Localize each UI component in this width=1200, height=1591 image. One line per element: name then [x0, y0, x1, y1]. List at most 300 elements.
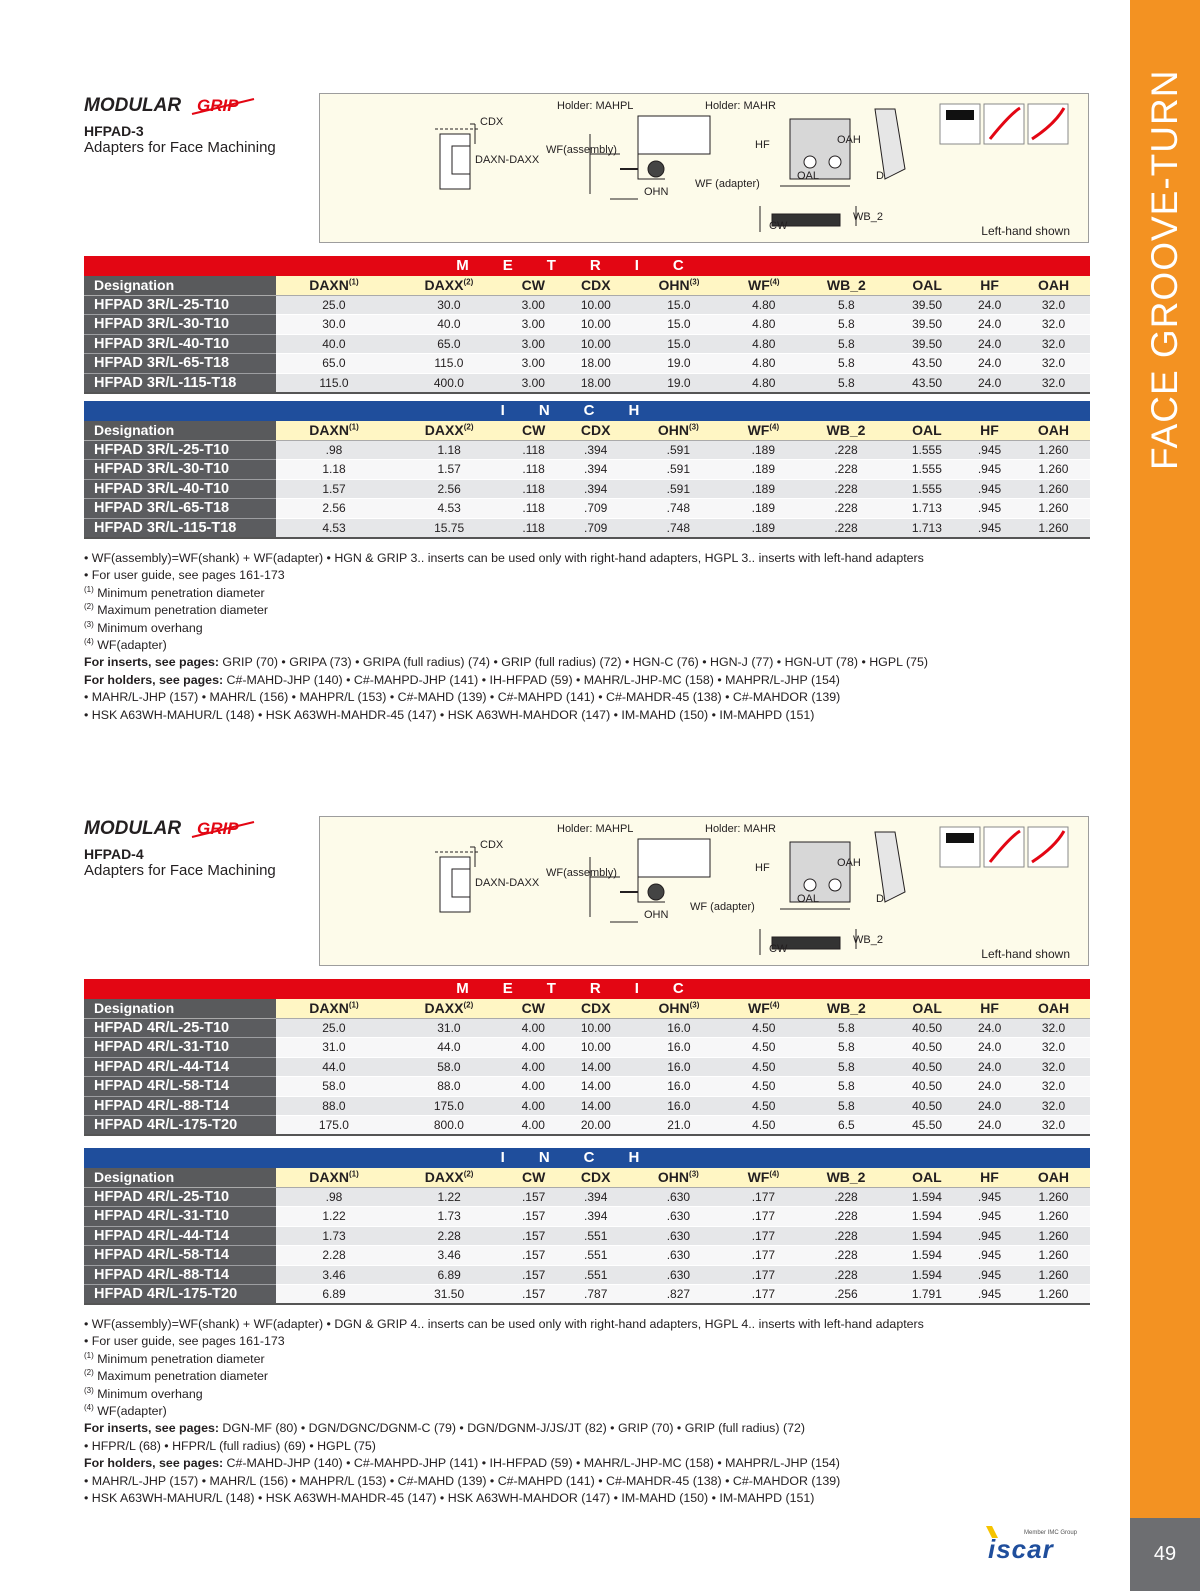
row-value: 4.00 [506, 1038, 561, 1058]
row-value: 4.50 [727, 1057, 801, 1077]
label-cdx: CDX [480, 116, 504, 128]
col-wb2: WB_2 [800, 421, 891, 441]
table-row [84, 295, 1090, 315]
label-oah: OAH [837, 134, 861, 146]
row-value: 1.555 [892, 460, 962, 480]
col-daxx: DAXX$^{(2)}$ [392, 276, 506, 296]
row-value: 21.0 [631, 1116, 727, 1136]
row-value: .945 [962, 499, 1017, 519]
row-value: .177 [726, 1265, 800, 1285]
product-subtitle: Adapters for Face Machining [84, 139, 276, 156]
row-value: 24.0 [962, 1116, 1017, 1136]
table-row [84, 1018, 1090, 1038]
label-wb2: WB_2 [853, 934, 883, 946]
inch-band: INCH [84, 401, 1090, 421]
row-value: 5.8 [801, 1038, 892, 1058]
row-value: 24.0 [962, 373, 1017, 393]
col-ohn: OHN$^{(3)}$ [631, 276, 727, 296]
row-value: 5.8 [801, 354, 892, 374]
modular-grip-logo [84, 816, 264, 840]
row-value: .228 [800, 460, 891, 480]
label-holder-mahpl: Holder: MAHPL [557, 823, 634, 835]
row-value: .177 [726, 1285, 800, 1305]
label-holder-mahr: Holder: MAHR [705, 823, 776, 835]
col-daxx: DAXX$^{(2)}$ [392, 1168, 506, 1188]
note-line: • For user guide, see pages 161-173 [84, 568, 285, 583]
row-value: 10.00 [561, 334, 631, 354]
col-cdx: CDX [561, 999, 631, 1019]
section-hfpad-3 [84, 93, 1090, 733]
row-value: 10.00 [561, 295, 631, 315]
row-value: .945 [962, 518, 1017, 538]
row-designation: HFPAD 3R/L-30-T10 [84, 315, 276, 335]
row-value: .709 [561, 518, 630, 538]
row-value: 32.0 [1017, 334, 1090, 354]
row-value: 16.0 [631, 1077, 727, 1097]
row-value: 1.260 [1017, 440, 1090, 460]
table-row [84, 460, 1090, 480]
row-value: 16.0 [631, 1057, 727, 1077]
row-value: .98 [276, 440, 392, 460]
row-value: 2.56 [276, 499, 392, 519]
table-row [84, 1187, 1090, 1207]
brand-small: Member IMC Group [1024, 1530, 1078, 1536]
metric-table [84, 256, 1090, 394]
table-row [84, 354, 1090, 374]
row-value: 16.0 [631, 1038, 727, 1058]
row-designation: HFPAD 4R/L-31-T10 [84, 1207, 276, 1227]
row-value: .394 [561, 479, 630, 499]
row-value: 1.22 [276, 1207, 392, 1227]
note-line: • For user guide, see pages 161-173 [84, 1334, 285, 1349]
row-designation: HFPAD 4R/L-25-T10 [84, 1018, 276, 1038]
row-value: 32.0 [1017, 1096, 1090, 1116]
row-value: 1.57 [392, 460, 506, 480]
footnote-4: $^{(4)}$ WF(adapter) [84, 636, 167, 653]
row-value: .630 [630, 1246, 726, 1266]
row-designation: HFPAD 3R/L-115-T18 [84, 518, 276, 538]
row-value: .118 [506, 440, 561, 460]
label-wf-adapter: WF (adapter) [690, 901, 755, 913]
col-cw: CW [506, 999, 561, 1019]
row-value: 1.594 [892, 1226, 962, 1246]
col-wf: WF$^{(4)}$ [727, 999, 801, 1019]
label-cdx: CDX [480, 839, 504, 851]
row-value: 14.00 [561, 1057, 631, 1077]
row-value: .118 [506, 518, 561, 538]
row-value: 39.50 [892, 295, 962, 315]
row-value: 25.0 [276, 295, 392, 315]
row-value: 88.0 [276, 1096, 392, 1116]
row-value: 1.260 [1017, 460, 1090, 480]
row-designation: HFPAD 4R/L-175-T20 [84, 1116, 276, 1136]
row-value: .157 [506, 1265, 561, 1285]
row-value: .228 [800, 479, 891, 499]
row-designation: HFPAD 3R/L-30-T10 [84, 460, 276, 480]
row-value: .551 [561, 1265, 630, 1285]
row-value: .228 [800, 518, 891, 538]
col-designation: Designation [84, 1168, 276, 1188]
table-row [84, 1057, 1090, 1077]
row-value: .177 [726, 1207, 800, 1227]
col-hf: HF [962, 1168, 1017, 1188]
col-cdx: CDX [561, 421, 630, 441]
row-value: 4.00 [506, 1116, 561, 1136]
col-cdx: CDX [561, 276, 631, 296]
row-value: 15.0 [631, 315, 727, 335]
table-row [84, 440, 1090, 460]
col-daxx: DAXX$^{(2)}$ [392, 999, 506, 1019]
col-hf: HF [962, 421, 1017, 441]
label-holder-mahr: Holder: MAHR [705, 100, 776, 112]
row-value: 19.0 [631, 373, 727, 393]
label-wf-assembly: WF(assembly) [546, 867, 617, 879]
footnote-3: $^{(3)}$ Minimum overhang [84, 1385, 203, 1401]
row-value: .787 [561, 1285, 630, 1305]
footnote-2: $^{(2)}$ Maximum penetration diameter [84, 602, 269, 618]
row-value: 58.0 [276, 1077, 392, 1097]
row-value: 400.0 [392, 373, 506, 393]
row-value: 10.00 [561, 1038, 631, 1058]
col-cdx: CDX [561, 1168, 630, 1188]
row-value: 1.22 [392, 1187, 506, 1207]
row-value: 800.0 [392, 1116, 506, 1136]
row-value: .189 [726, 518, 800, 538]
row-value: .118 [506, 499, 561, 519]
row-value: 40.50 [892, 1038, 962, 1058]
col-hf: HF [962, 999, 1017, 1019]
row-value: 43.50 [892, 373, 962, 393]
metric-band: METRIC [84, 256, 1090, 276]
row-value: 40.50 [892, 1077, 962, 1097]
row-value: 4.00 [506, 1057, 561, 1077]
side-title: FACE GROOVE-TURN [1144, 69, 1185, 470]
row-value: 1.18 [392, 440, 506, 460]
label-d: D [876, 170, 884, 182]
holders-pages-2: • MAHR/L-JHP (157) • MAHR/L (156) • MAHPR/L (153) • C#-MAHD (139) • C#-MAHPD (141) • C#-MAHDR-45 (138) • C#-MAHDOR (139) [84, 690, 841, 705]
col-designation: Designation [84, 999, 276, 1019]
row-designation: HFPAD 3R/L-40-T10 [84, 479, 276, 499]
row-value: 32.0 [1017, 1038, 1090, 1058]
row-value: 32.0 [1017, 1116, 1090, 1136]
row-value: 1.260 [1017, 1246, 1090, 1266]
col-daxx: DAXX$^{(2)}$ [392, 421, 506, 441]
note-line: • WF(assembly)=WF(shank) + WF(adapter) • HGN & GRIP 3.. inserts can be used only with right-hand adapters, HGPL 3.. inserts with left-hand adapters [84, 551, 924, 565]
row-value: .630 [630, 1207, 726, 1227]
table-header [84, 421, 1090, 441]
holders-pages: For holders, see pages: C#-MAHD-JHP (140) • C#-MAHPD-JHP (141) • IH-HFPAD (59) • MAHR/L-JHP-MC (158) • MAHPR/L-JHP (154) [84, 1456, 840, 1471]
page-number: 49 [1130, 1518, 1200, 1591]
row-designation: HFPAD 3R/L-40-T10 [84, 334, 276, 354]
row-value: .630 [630, 1187, 726, 1207]
brand-name: iscar [988, 1534, 1054, 1564]
col-oah: OAH [1017, 276, 1090, 296]
logo-modular: MODULAR [84, 818, 182, 839]
row-value: 5.8 [801, 1096, 892, 1116]
table-row [84, 1265, 1090, 1285]
row-value: 43.50 [892, 354, 962, 374]
label-daxn-daxx: DAXN-DAXX [475, 877, 540, 889]
row-value: 15.75 [392, 518, 506, 538]
row-value: 65.0 [276, 354, 392, 374]
row-value: .228 [800, 499, 891, 519]
inch-table [84, 1148, 1090, 1305]
row-designation: HFPAD 3R/L-65-T18 [84, 499, 276, 519]
row-value: 40.0 [392, 315, 506, 335]
row-value: 30.0 [392, 295, 506, 315]
logo-modular: MODULAR [84, 95, 182, 116]
row-value: .827 [630, 1285, 726, 1305]
row-value: 32.0 [1017, 315, 1090, 335]
col-oal: OAL [892, 276, 962, 296]
label-hf: HF [755, 139, 770, 151]
row-value: 40.50 [892, 1096, 962, 1116]
col-wb2: WB_2 [800, 1168, 891, 1188]
footnote-1: $^{(1)}$ Minimum penetration diameter [84, 1350, 265, 1366]
col-wb2: WB_2 [801, 276, 892, 296]
logo-grip: GRIP [197, 819, 239, 838]
row-value: 3.46 [276, 1265, 392, 1285]
row-designation: HFPAD 4R/L-175-T20 [84, 1285, 276, 1305]
row-value: 4.53 [392, 499, 506, 519]
row-value: .591 [630, 460, 726, 480]
row-value: 1.260 [1017, 1226, 1090, 1246]
row-value: .189 [726, 460, 800, 480]
row-value: 10.00 [561, 315, 631, 335]
label-oal: OAL [797, 170, 820, 182]
row-value: .118 [506, 460, 561, 480]
col-wf: WF$^{(4)}$ [727, 276, 801, 296]
row-value: 24.0 [962, 1057, 1017, 1077]
row-value: 1.260 [1017, 518, 1090, 538]
logo-grip: GRIP [197, 96, 239, 115]
col-daxn: DAXN$^{(1)}$ [276, 1168, 392, 1188]
metric-table [84, 979, 1090, 1136]
row-value: 5.8 [801, 373, 892, 393]
row-value: 6.89 [392, 1265, 506, 1285]
row-value: 5.8 [801, 315, 892, 335]
row-value: .228 [800, 440, 891, 460]
row-value: 1.555 [892, 440, 962, 460]
row-value: .945 [962, 1187, 1017, 1207]
col-cw: CW [506, 276, 561, 296]
footnote-3: $^{(3)}$ Minimum overhang [84, 619, 203, 635]
row-designation: HFPAD 4R/L-25-T10 [84, 1187, 276, 1207]
row-value: 18.00 [561, 354, 631, 374]
row-value: 10.00 [561, 1018, 631, 1038]
row-value: 1.73 [392, 1207, 506, 1227]
row-value: 32.0 [1017, 354, 1090, 374]
inch-table [84, 401, 1090, 539]
iscar-logo [984, 1524, 1094, 1564]
row-value: .228 [800, 1226, 891, 1246]
row-designation: HFPAD 4R/L-58-T14 [84, 1246, 276, 1266]
label-oah: OAH [837, 857, 861, 869]
row-value: 3.00 [506, 334, 561, 354]
row-value: 1.260 [1017, 1285, 1090, 1305]
row-value: .228 [800, 1265, 891, 1285]
row-value: .630 [630, 1226, 726, 1246]
row-value: .189 [726, 479, 800, 499]
row-value: 2.28 [392, 1226, 506, 1246]
row-value: 4.00 [506, 1096, 561, 1116]
row-value: .157 [506, 1246, 561, 1266]
row-value: 4.80 [727, 334, 801, 354]
table-row [84, 315, 1090, 335]
row-value: .709 [561, 499, 630, 519]
col-daxn: DAXN$^{(1)}$ [276, 999, 392, 1019]
col-ohn: OHN$^{(3)}$ [631, 999, 727, 1019]
row-designation: HFPAD 3R/L-25-T10 [84, 440, 276, 460]
row-value: 3.46 [392, 1246, 506, 1266]
holders-pages: For holders, see pages: C#-MAHD-JHP (140) • C#-MAHPD-JHP (141) • IH-HFPAD (59) • MAHR/L-JHP-MC (158) • MAHPR/L-JHP (154) [84, 672, 840, 687]
row-value: 39.50 [892, 315, 962, 335]
row-value: .945 [962, 440, 1017, 460]
row-value: 5.8 [801, 295, 892, 315]
row-value: 30.0 [276, 315, 392, 335]
modular-grip-logo [84, 93, 264, 117]
row-value: .945 [962, 1226, 1017, 1246]
row-value: 1.260 [1017, 1265, 1090, 1285]
row-value: 3.00 [506, 295, 561, 315]
row-value: 40.50 [892, 1018, 962, 1038]
row-value: 44.0 [392, 1038, 506, 1058]
row-value: 31.0 [276, 1038, 392, 1058]
table-row [84, 1077, 1090, 1097]
col-ohn: OHN$^{(3)}$ [630, 1168, 726, 1188]
label-daxn-daxx: DAXN-DAXX [475, 154, 540, 166]
row-value: .945 [962, 1207, 1017, 1227]
row-value: .591 [630, 479, 726, 499]
table-row [84, 499, 1090, 519]
row-value: 25.0 [276, 1018, 392, 1038]
note-line: • WF(assembly)=WF(shank) + WF(adapter) • DGN & GRIP 4.. inserts can be used only with right-hand adapters, HGPL 4.. inserts with left-hand adapters [84, 1317, 924, 1331]
row-value: 32.0 [1017, 1057, 1090, 1077]
row-value: .157 [506, 1207, 561, 1227]
product-title: HFPAD-4 [84, 846, 144, 862]
col-designation: Designation [84, 421, 276, 441]
row-value: 15.0 [631, 295, 727, 315]
row-value: .394 [561, 1187, 630, 1207]
holders-pages-3: • HSK A63WH-MAHUR/L (148) • HSK A63WH-MAHDR-45 (147) • HSK A63WH-MAHDOR (147) • IM-MAHD (150) • IM-MAHPD (151) [84, 707, 815, 722]
table-row [84, 1096, 1090, 1116]
row-value: 4.00 [506, 1077, 561, 1097]
row-value: 2.56 [392, 479, 506, 499]
table-row [84, 373, 1090, 393]
col-wb2: WB_2 [801, 999, 892, 1019]
label-wb2: WB_2 [853, 211, 883, 223]
row-value: 18.00 [561, 373, 631, 393]
row-value: 14.00 [561, 1077, 631, 1097]
row-value: 15.0 [631, 334, 727, 354]
row-value: 16.0 [631, 1096, 727, 1116]
table-header [84, 276, 1090, 296]
col-ohn: OHN$^{(3)}$ [630, 421, 726, 441]
inch-band: INCH [84, 1148, 1090, 1168]
label-hf: HF [755, 862, 770, 874]
product-title: HFPAD-3 [84, 123, 144, 139]
row-value: .945 [962, 479, 1017, 499]
holders-pages-2: • MAHR/L-JHP (157) • MAHR/L (156) • MAHPR/L (153) • C#-MAHD (139) • C#-MAHPD (141) • C#-MAHDR-45 (138) • C#-MAHDOR (139) [84, 1473, 841, 1488]
row-value: 24.0 [962, 315, 1017, 335]
row-value: 19.0 [631, 354, 727, 374]
row-value: 115.0 [276, 373, 392, 393]
row-value: 1.594 [892, 1207, 962, 1227]
table-row [84, 1038, 1090, 1058]
table-header [84, 999, 1090, 1019]
row-value: 44.0 [276, 1057, 392, 1077]
row-value: 1.260 [1017, 1207, 1090, 1227]
row-value: .394 [561, 1207, 630, 1227]
row-value: 6.5 [801, 1116, 892, 1136]
table-row [84, 518, 1090, 538]
row-designation: HFPAD 4R/L-31-T10 [84, 1038, 276, 1058]
row-value: 24.0 [962, 354, 1017, 374]
row-value: .118 [506, 479, 561, 499]
row-value: 5.8 [801, 1018, 892, 1038]
row-value: 175.0 [276, 1116, 392, 1136]
row-value: 20.00 [561, 1116, 631, 1136]
inserts-pages-2: • HFPR/L (68) • HFPR/L (full radius) (69) • HGPL (75) [84, 1438, 376, 1453]
col-hf: HF [962, 276, 1017, 296]
row-value: 1.18 [276, 460, 392, 480]
row-value: 24.0 [962, 1096, 1017, 1116]
table-row [84, 1246, 1090, 1266]
row-value: 1.73 [276, 1226, 392, 1246]
row-value: .945 [962, 460, 1017, 480]
row-value: 32.0 [1017, 295, 1090, 315]
col-oah: OAH [1017, 1168, 1090, 1188]
row-value: 4.50 [727, 1018, 801, 1038]
col-designation: Designation [84, 276, 276, 296]
row-value: 32.0 [1017, 373, 1090, 393]
row-value: 31.50 [392, 1285, 506, 1305]
row-value: 6.89 [276, 1285, 392, 1305]
label-cw: CW [769, 220, 788, 232]
table-row [84, 1207, 1090, 1227]
row-value: .394 [561, 460, 630, 480]
product-subtitle: Adapters for Face Machining [84, 862, 276, 879]
row-value: 4.80 [727, 354, 801, 374]
footnote-4: $^{(4)}$ WF(adapter) [84, 1402, 167, 1419]
row-value: 16.0 [631, 1018, 727, 1038]
row-value: 24.0 [962, 1077, 1017, 1097]
row-value: 3.00 [506, 354, 561, 374]
row-value: .228 [800, 1246, 891, 1266]
metric-band: METRIC [84, 979, 1090, 999]
row-value: 1.594 [892, 1246, 962, 1266]
row-value: 1.260 [1017, 1187, 1090, 1207]
row-value: .228 [800, 1187, 891, 1207]
row-value: .551 [561, 1226, 630, 1246]
row-value: .177 [726, 1187, 800, 1207]
row-value: 2.28 [276, 1246, 392, 1266]
footnote-1: $^{(1)}$ Minimum penetration diameter [84, 584, 265, 600]
row-value: 65.0 [392, 334, 506, 354]
notes [84, 1316, 924, 1507]
table-header [84, 1168, 1090, 1188]
label-ohn: OHN [644, 909, 669, 921]
col-daxn: DAXN$^{(1)}$ [276, 276, 392, 296]
col-wf: WF$^{(4)}$ [726, 421, 800, 441]
row-value: 4.50 [727, 1038, 801, 1058]
row-designation: HFPAD 3R/L-65-T18 [84, 354, 276, 374]
label-ohn: OHN [644, 186, 669, 198]
row-value: 5.8 [801, 1057, 892, 1077]
row-value: 1.555 [892, 479, 962, 499]
row-value: .157 [506, 1187, 561, 1207]
row-value: .157 [506, 1226, 561, 1246]
